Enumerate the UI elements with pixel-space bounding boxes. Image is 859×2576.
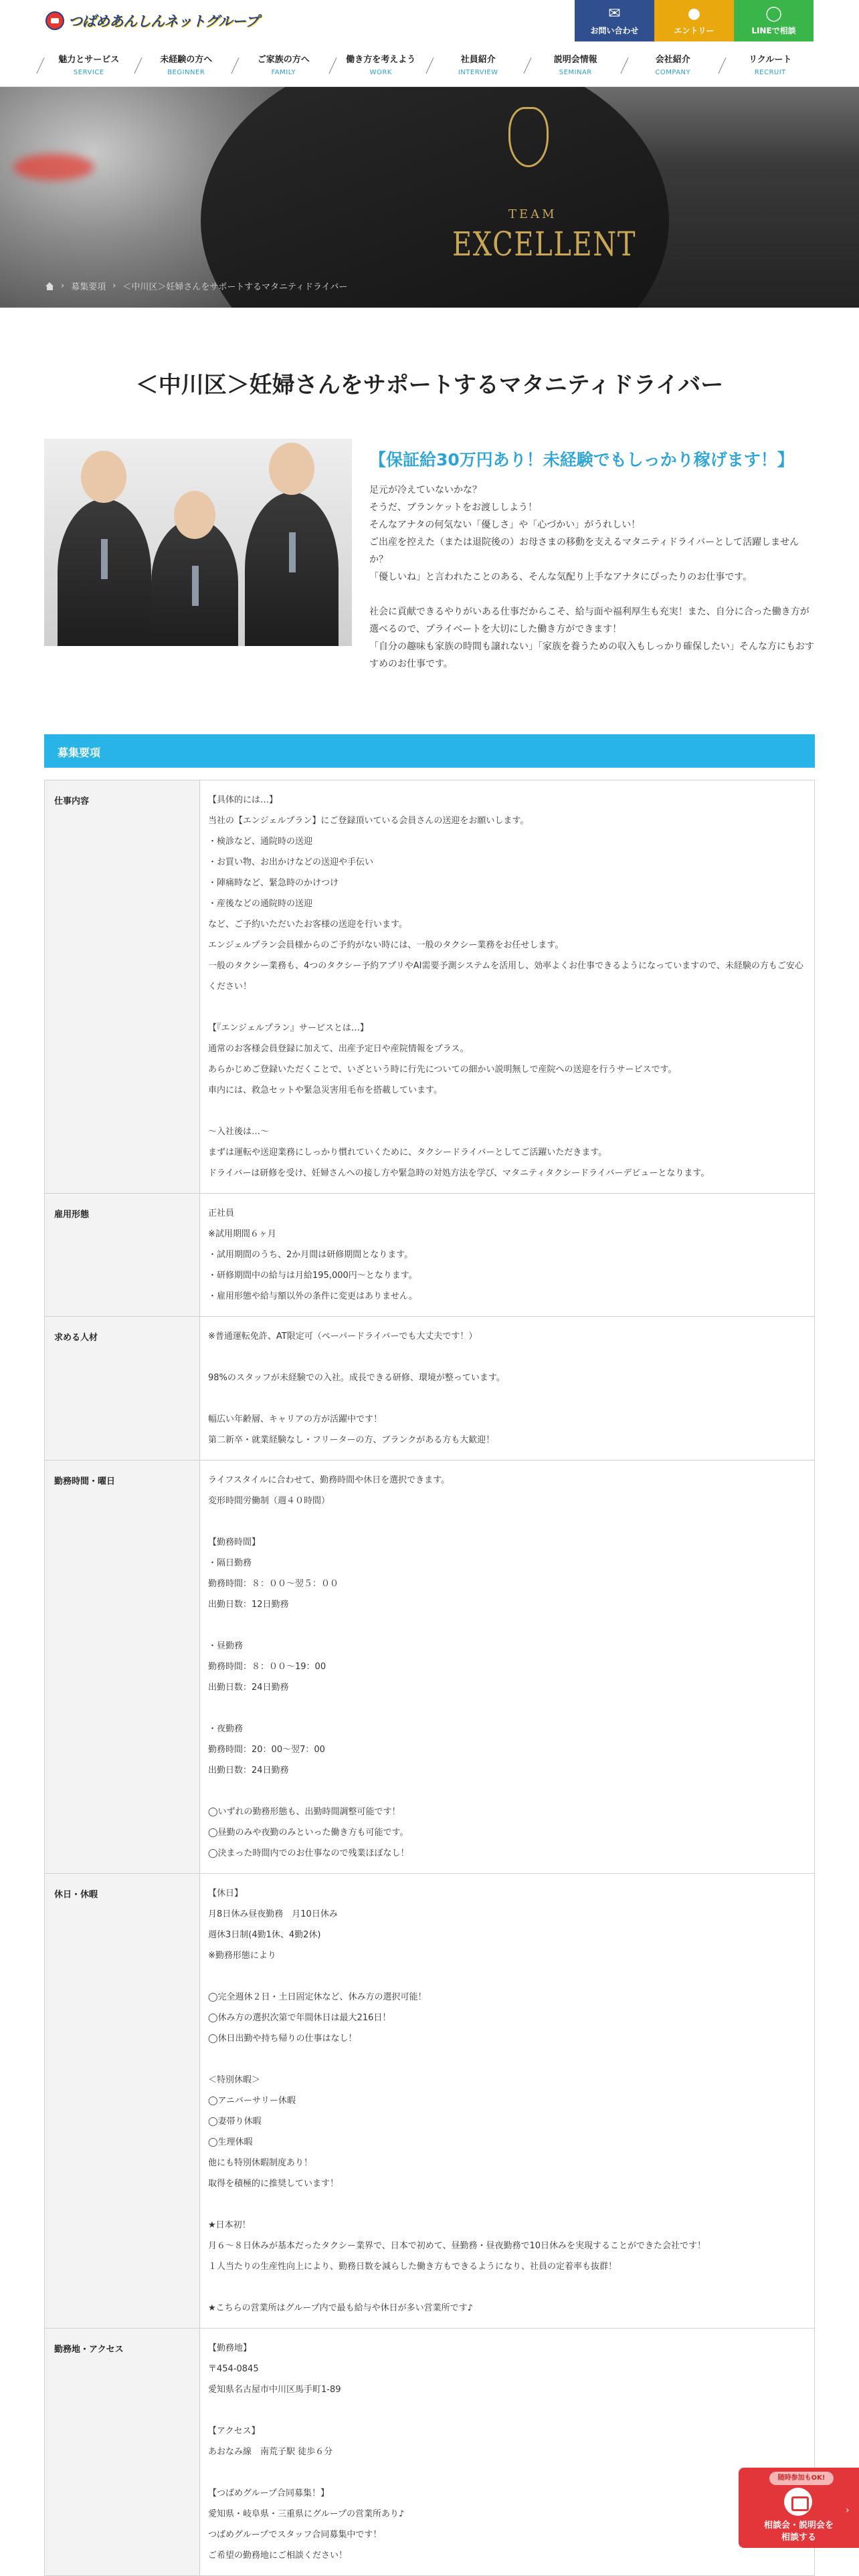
row-line: ※普通運転免許、AT限定可（ペーパードライバーでも大丈夫です！） [208, 1331, 478, 1341]
row-line: ◯いずれの勤務形態も、出勤時間調整可能です！ [208, 1807, 401, 1817]
row-line: 98%のスタッフが未経験での入社。成長できる研修、環境が整っています。 [208, 1373, 505, 1383]
intro-line: 足元が冷えていないかな？ [369, 485, 482, 496]
entry-button[interactable] [654, 0, 734, 41]
intro-line [369, 586, 815, 603]
row-line: ◯妻帯り休暇 [208, 2117, 262, 2127]
hero-car-body [201, 87, 669, 308]
hero-banner [0, 87, 859, 308]
row-line: ・昼勤務 [208, 1641, 244, 1651]
row-line: 第二新卒・就業経験なし・フリーターの方、ブランクがある方も大歓迎！ [208, 1435, 495, 1445]
row-line: 出勤日数：24日勤務 [208, 1765, 289, 1776]
nav-item-sublabel: INTERVIEW [458, 69, 498, 76]
calendar-icon [784, 2488, 812, 2516]
row-line [208, 2277, 806, 2298]
widget-label-line: 相談会・説明会を [763, 2520, 834, 2531]
row-line: ◯生理休暇 [208, 2137, 253, 2147]
nav-item-label: 魅力とサービス [58, 55, 120, 65]
row-line: 一般のタクシー業務も、4つのタクシー予約アプリやAI需要予測システムを活用し、効率よくお仕事できるようになっていますので、未経験の方もご安心ください！ [208, 961, 803, 992]
row-line [208, 2194, 806, 2215]
row-line: 勤務時間：20：00〜翌7：00 [208, 1745, 325, 1755]
row-line: 【勤務地】 [208, 2343, 252, 2353]
page-title: ＜中川区＞妊婦さんをサポートするマタニティドライバー [135, 372, 724, 399]
row-line [208, 1388, 806, 1409]
site-header [0, 0, 859, 87]
row-line: エンジェルプラン会員様からのご予約がない時には、一般のタクシー業務をお任せします。 [208, 940, 564, 950]
row-label: 勤務時間・曜日 [45, 1461, 200, 1874]
nav-item-beginner[interactable] [138, 48, 235, 80]
person-icon: ● [687, 5, 701, 22]
breadcrumb-separator-icon: › [112, 281, 116, 291]
logo-mark-icon [45, 11, 64, 30]
line-consult-button[interactable] [734, 0, 814, 41]
row-value [200, 1194, 815, 1317]
row-line: ◯完全週休２日・土日固定休など、休み方の選択可能！ [208, 1992, 427, 2002]
chevron-right-icon: › [846, 2505, 850, 2516]
nav-item-label: 社員紹介 [460, 55, 496, 65]
nav-item-sublabel: COMPANY [655, 69, 691, 76]
widget-label-line: 相談する [781, 2533, 816, 2543]
row-line: 〒454-0845 [208, 2364, 259, 2374]
intro-line: 「自分の趣味も家族の時間も譲れない」「家族を養うための収入もしっかり確保したい」そんな方にもおすすめのお仕事です。 [369, 641, 814, 669]
row-line: 他にも特別休暇制度あり！ [208, 2158, 313, 2168]
staff-face [81, 451, 126, 503]
intro-line: 「優しいね」と言われたことのある、そんな気配り上手なアナタにぴったりのお仕事です。 [369, 572, 753, 582]
row-line: あおなみ線 南荒子駅 徒歩６分 [208, 2447, 333, 2457]
row-line: ◯休日出勤や持ち帰りの仕事はなし！ [208, 2034, 357, 2044]
row-line [208, 1781, 806, 1802]
nav-item-recruit[interactable] [722, 48, 820, 80]
row-line [208, 1966, 806, 1987]
table-row [45, 1194, 815, 1317]
row-line: ＜特別休暇＞ [208, 2075, 261, 2085]
row-line [208, 2049, 806, 2070]
breadcrumb [45, 280, 347, 292]
row-line: ドライバーは研修を受け、妊婦さんへの接し方や緊急時の対処方法を学び、マタニティタクシードライバーデビューとなります。 [208, 1168, 710, 1178]
row-line: ・検診など、通院時の送迎 [208, 837, 313, 847]
nav-item-label: 会社紹介 [655, 55, 690, 65]
row-line: 月8日休み昼夜勤務 月10日休み [208, 1909, 338, 1919]
row-label: 勤務地・アクセス [45, 2329, 200, 2576]
row-line: ※試用期間６ヶ月 [208, 1229, 276, 1239]
logo-text: つばめあんしんネットグループ [68, 13, 259, 29]
row-line: ・産後などの通院時の送迎 [208, 899, 313, 909]
row-line: 車内には、救急セットや緊急災害用毛布を搭載しています。 [208, 1085, 442, 1095]
row-line: 通常のお客様会員登録に加えて、出産予定日や産院情報をプラス。 [208, 1044, 469, 1054]
row-value [200, 780, 815, 1194]
row-line: 幅広い年齢層、キャリアの方が活躍中です！ [208, 1414, 383, 1424]
row-line: 変形時間労働制（週４０時間） [208, 1496, 330, 1506]
row-line: 出勤日数：12日勤務 [208, 1600, 289, 1610]
row-line: ・雇用形態や給与額以外の条件に変更はありません。 [208, 1291, 417, 1301]
staff-tie [192, 566, 199, 606]
row-line: ・試用期間のうち、2か月間は研修期間となります。 [208, 1250, 413, 1260]
row-value [200, 2329, 815, 2576]
intro-line: そんなアナタの何気ない「優しさ」や「心づかい」がうれしい！ [369, 520, 641, 530]
row-line: ・夜勤務 [208, 1724, 244, 1734]
row-line: ライフスタイルに合わせて、勤務時間や休日を選択できます。 [208, 1475, 450, 1485]
row-line: 出勤日数：24日勤務 [208, 1683, 289, 1693]
row-line: ・隔日勤務 [208, 1558, 252, 1568]
hero-team-text: TEAM [508, 207, 557, 221]
row-value [200, 1461, 815, 1874]
row-line: 勤務時間：８：００〜翌５：００ [208, 1579, 339, 1589]
table-row [45, 780, 815, 1194]
row-line: 【具体的には…】 [208, 795, 278, 805]
nav-item-interview[interactable] [430, 48, 527, 80]
row-line: ・研修期間中の給与は月給195,000円〜となります。 [208, 1271, 417, 1281]
table-row [45, 1317, 815, 1461]
row-line: ※勤務形態により [208, 1951, 276, 1961]
row-line: ・陣痛時など、緊急時のかけつけ [208, 878, 339, 888]
nav-item-service[interactable] [40, 48, 138, 80]
row-line: １人当たりの生産性向上により、勤務日数を減らした働き方もできるようになり、社員の定着率も抜群！ [208, 2262, 617, 2272]
row-value [200, 1874, 815, 2329]
home-icon[interactable] [45, 282, 54, 290]
row-line: 【つばめグループ合同募集！】 [208, 2488, 329, 2498]
table-row [45, 1874, 815, 2329]
nav-item-seminar[interactable] [527, 48, 625, 80]
nav-item-label: 説明会情報 [553, 55, 597, 65]
nav-item-work[interactable] [332, 48, 430, 80]
row-line: 勤務時間：８：００〜19：00 [208, 1662, 326, 1672]
nav-item-sublabel: SERVICE [73, 69, 104, 76]
row-line: 当社の【エンジェルプラン】にご登録頂いている会員さんの送迎をお願いします。 [208, 816, 529, 826]
nav-item-sublabel: SEMINAR [559, 69, 592, 76]
table-row [45, 1461, 815, 1874]
requirements-table [44, 780, 815, 2576]
breadcrumb-item[interactable]: 募集要項 [71, 282, 106, 292]
entry-button-label: エントリー [674, 25, 714, 35]
staff-face [174, 491, 215, 539]
line-consult-button-label: LINEで相談 [751, 25, 796, 35]
nav-item-label: リクルート [749, 55, 792, 65]
staff-photo [44, 439, 352, 646]
chat-icon: ◯ [765, 5, 782, 22]
row-line: など、ご予約いただいたお客様の送迎を行います。 [208, 920, 407, 930]
row-line [208, 1101, 806, 1121]
row-line: 月６〜８日休みが基本だったタクシー業界で、日本で初めて、昼勤務・昼夜勤務で10日休みを実現することができた会社です！ [208, 2241, 706, 2251]
row-line [208, 1347, 806, 1368]
emblem-icon [508, 107, 549, 167]
nav-item-sublabel: WORK [369, 69, 392, 76]
nav-item-family[interactable] [235, 48, 332, 80]
intro-line: そうだ、ブランケットをお渡ししよう！ [369, 502, 538, 513]
row-line [208, 2400, 806, 2421]
widget-badge: 随時参加もOK! [769, 2472, 834, 2485]
global-nav [40, 48, 819, 80]
row-line: ★日本初！ [208, 2220, 251, 2230]
staff-face [269, 443, 314, 495]
site-logo[interactable] [45, 9, 259, 32]
intro-heading: 【保証給30万円あり！未経験でもしっかり稼げます！】 [369, 450, 794, 469]
staff-tie [101, 539, 108, 579]
row-line: ◯アニバーサリー休暇 [208, 2096, 296, 2106]
row-line [208, 2462, 806, 2483]
row-line [208, 997, 806, 1018]
row-line: 【休日】 [208, 1889, 244, 1899]
row-line: ・お買い物、お出かけなどの送迎や手伝い [208, 857, 374, 867]
nav-item-company[interactable] [624, 48, 722, 80]
row-line: 【『エンジェルプラン』サービスとは…】 [208, 1023, 369, 1033]
row-line [208, 1615, 806, 1636]
nav-item-label: ご家族の方へ [257, 55, 310, 65]
nav-item-sublabel: RECRUIT [754, 69, 786, 76]
row-line: ◯休み方の選択次第で年間休日は最大216日！ [208, 2013, 391, 2023]
mail-icon: ✉ [608, 5, 621, 22]
nav-item-sublabel: BEGINNER [167, 69, 205, 76]
row-label: 仕事内容 [45, 780, 200, 1194]
row-line: ご希望の勤務地にご相談ください！ [208, 2551, 348, 2561]
row-line [208, 1698, 806, 1719]
seminar-consult-widget[interactable] [739, 2468, 859, 2548]
row-line: 取得を積極的に推奨しています！ [208, 2179, 339, 2189]
nav-item-label: 働き方を考えよう [346, 55, 416, 65]
row-line: 正社員 [208, 1208, 235, 1218]
row-line: 〜入社後は…〜 [208, 1127, 270, 1137]
row-line: 【アクセス】 [208, 2426, 260, 2436]
breadcrumb-separator-icon: › [61, 281, 65, 291]
row-line: まずは運転や送迎業務にしっかり慣れていくために、タクシードライバーとしてご活躍いただきます。 [208, 1148, 607, 1158]
table-row [45, 2329, 815, 2576]
row-label: 求める人材 [45, 1317, 200, 1461]
nav-item-sublabel: FAMILY [271, 69, 296, 76]
row-value [200, 1317, 815, 1461]
row-line [208, 1511, 806, 1532]
row-line: ★こちらの営業所はグループ内で最も給与や休日が多い営業所です♪ [208, 2303, 473, 2313]
row-line: ◯昼勤のみや夜勤のみといった働き方も可能です。 [208, 1828, 409, 1838]
intro-line: 社会に貢献できるやりがいある仕事だからこそ、給与面や福利厚生も充実！また、自分に合った働き方が選べるので、プライベートを大切にした働き方ができます！ [369, 607, 809, 635]
row-label: 雇用形態 [45, 1194, 200, 1317]
row-line: 週休3日制(4勤1休、4勤2休) [208, 1930, 321, 1940]
widget-label [739, 2520, 859, 2544]
row-line: 愛知県名古屋市中川区馬手町1-89 [208, 2385, 341, 2395]
staff-tie [289, 532, 296, 572]
row-line: ◯決まった時間内でのお仕事なので残業ほぼなし！ [208, 1848, 409, 1858]
nav-item-label: 未経験の方へ [160, 55, 213, 65]
row-line: つばめグループでスタッフ合同募集中です！ [208, 2530, 382, 2540]
row-label: 休日・休暇 [45, 1874, 200, 2329]
section-heading: 募集要項 [44, 734, 815, 768]
contact-button[interactable] [575, 0, 654, 41]
intro-line: ご出産を控えた（または退院後の）お母さまの移動を支えるマタニティドライバーとして活躍しませんか？ [369, 537, 799, 565]
row-line: あらかじめご登録いただくことで、いざという時に行先についての細かい説明無しで産院への送迎を行うサービスです。 [208, 1065, 677, 1075]
row-line: 愛知県・岐阜県・三重県にグループの営業所あり♪ [208, 2509, 405, 2519]
hero-taillight [13, 154, 94, 181]
header-action-buttons [575, 0, 814, 41]
hero-excellent-text: EXCELLENT [452, 225, 637, 263]
intro-body [369, 481, 815, 673]
breadcrumb-current: ＜中川区＞妊婦さんをサポートするマタニティドライバー [122, 282, 348, 292]
row-line: 【勤務時間】 [208, 1537, 261, 1547]
contact-button-label: お問い合わせ [590, 25, 639, 35]
